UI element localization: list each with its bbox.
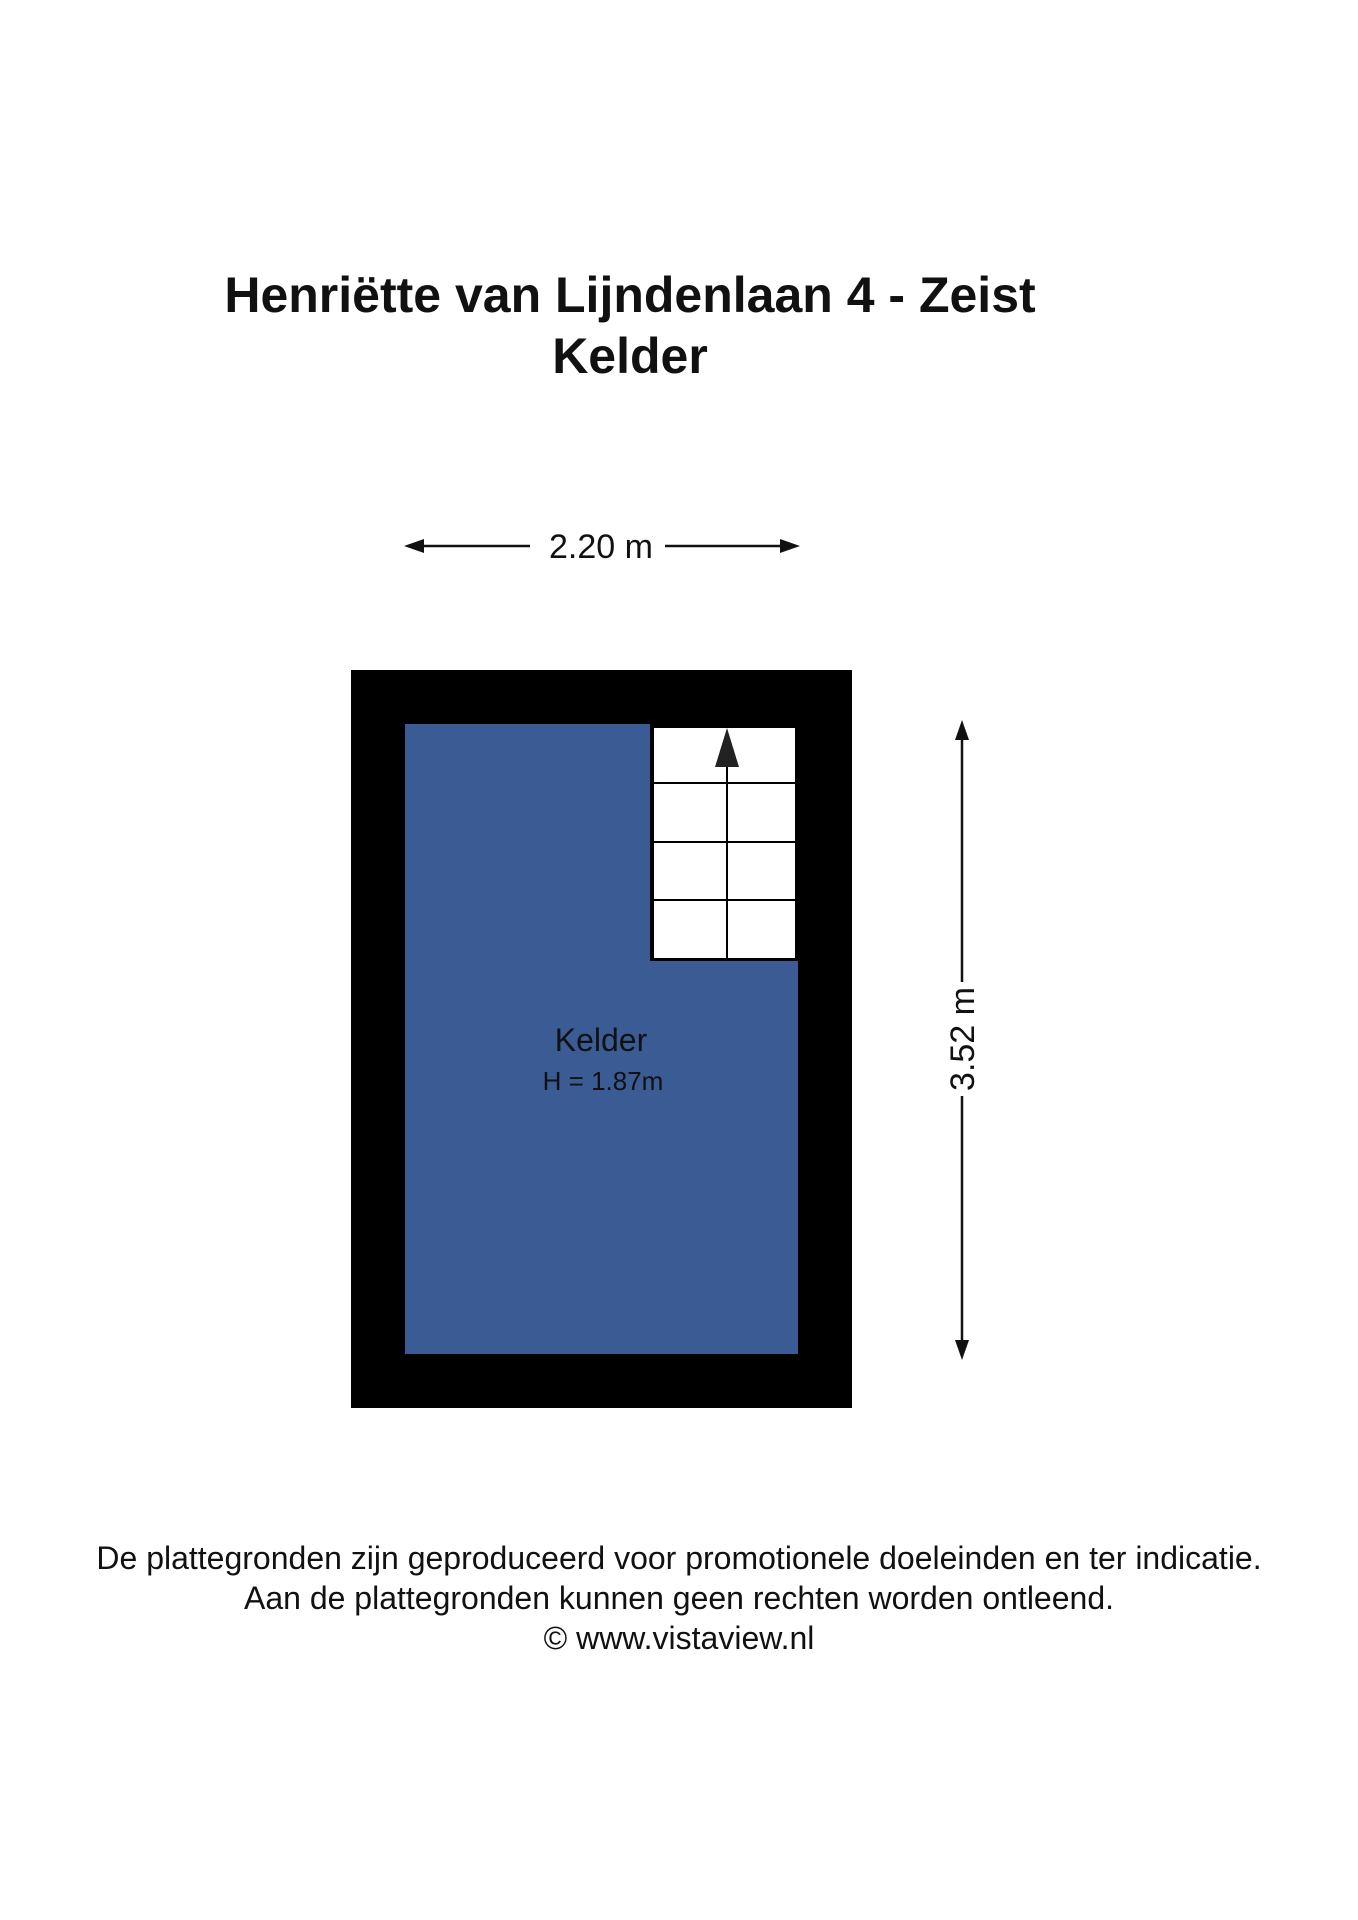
height-dimension bbox=[944, 720, 982, 1360]
disclaimer-line-1: De plattegronden zijn geproduceerd voor promotionele doeleinden en ter indicatie. bbox=[96, 1540, 1262, 1576]
plan-address-title: Henriëtte van Lijndenlaan 4 - Zeist bbox=[224, 267, 1036, 323]
height-dimension-label: 3.52 m bbox=[944, 987, 982, 1091]
arrow-right-icon bbox=[780, 539, 800, 553]
room-name-label: Kelder bbox=[554, 1022, 648, 1058]
arrow-left-icon bbox=[404, 539, 424, 553]
disclaimer-line-2: Aan de plattegronden kunnen geen rechten worden ontleend. bbox=[243, 1580, 1114, 1616]
width-dimension-label: 2.20 m bbox=[549, 528, 653, 566]
arrow-up-icon bbox=[955, 720, 969, 740]
arrow-down-icon bbox=[955, 1340, 969, 1360]
copyright-line: © www.vistaview.nl bbox=[543, 1620, 815, 1656]
width-dimension bbox=[404, 528, 800, 566]
plan-floor-title: Kelder bbox=[552, 328, 708, 384]
staircase bbox=[650, 724, 798, 961]
room-ceiling-height-label: H = 1.87m bbox=[542, 1066, 664, 1096]
